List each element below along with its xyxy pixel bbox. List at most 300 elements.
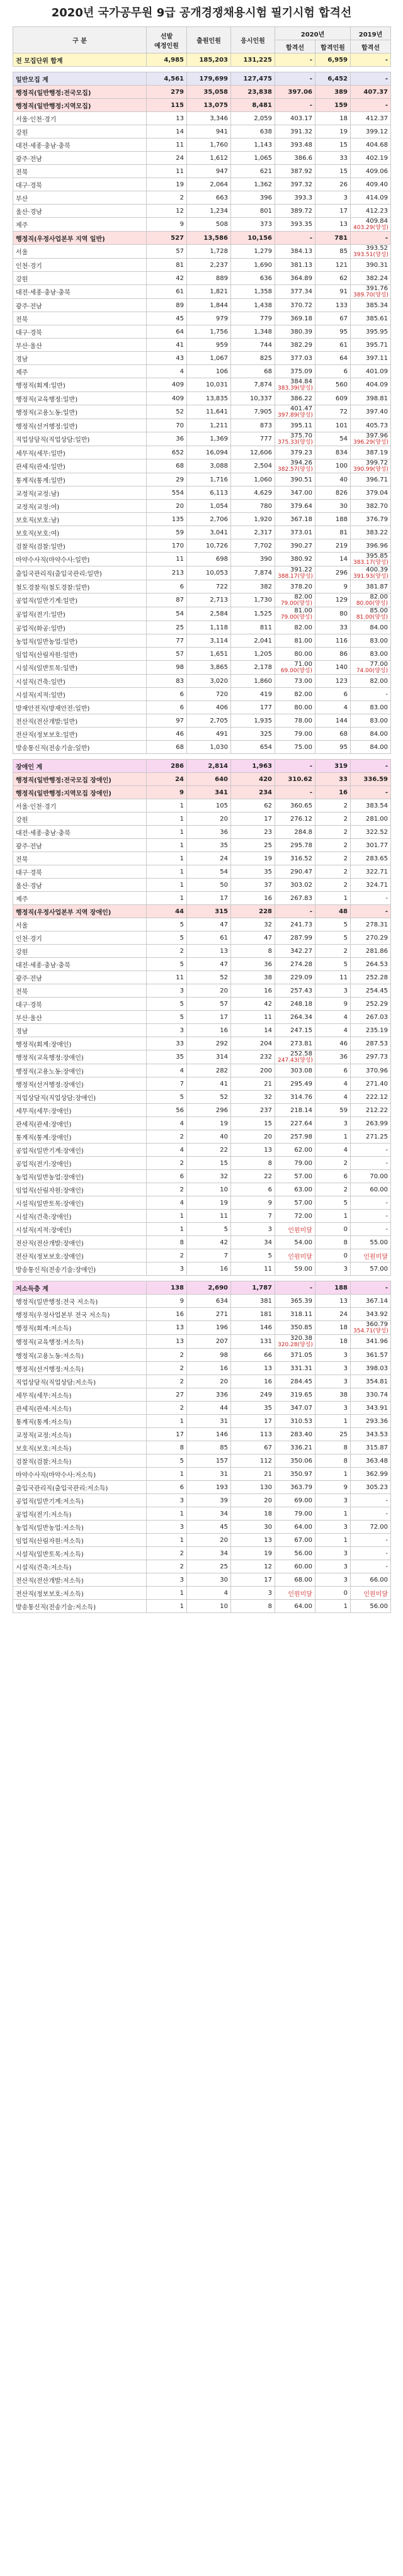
- cell-cutoff-value: 273.81: [290, 1040, 312, 1047]
- group-head-row: [13, 905, 391, 918]
- cell-prev: [351, 218, 391, 232]
- cell-prev: [351, 378, 391, 392]
- cell-passers: [315, 1388, 351, 1402]
- cell-openings: [147, 1388, 187, 1402]
- cell-applicants: [187, 553, 231, 566]
- cell-cutoff-value: 393.48: [290, 141, 312, 149]
- table-row: [13, 1064, 391, 1077]
- cell-applicants-value: 1,067: [210, 354, 228, 362]
- table-row: [13, 1521, 391, 1534]
- cell-takers: [231, 1064, 275, 1077]
- cell-applicants: [187, 1236, 231, 1249]
- cell-takers: [231, 473, 275, 487]
- table-row: [13, 539, 391, 553]
- row-name: 농업직(일반농업:저소득): [13, 1521, 147, 1534]
- cell-passers-value: 0: [343, 1252, 348, 1259]
- cell-cutoff: [275, 191, 315, 205]
- section-spacer-cell: [13, 1276, 391, 1281]
- row-name: 전북: [13, 984, 147, 998]
- cell-passers-value: 18: [339, 1338, 348, 1345]
- cell-takers-value: 1,525: [254, 610, 272, 617]
- cell-cutoff-value: -: [309, 908, 312, 915]
- cell-prev-value: 363.48: [366, 1457, 388, 1465]
- cell-takers-value: 181: [259, 1310, 272, 1318]
- cell-passers: [315, 1375, 351, 1388]
- cell-passers-value: 9: [343, 583, 348, 590]
- cell-prev: [351, 688, 391, 701]
- cell-prev: [351, 1295, 391, 1308]
- cell-passers: [315, 1249, 351, 1263]
- cell-cutoff-value: 382.29: [290, 341, 312, 349]
- table-row: [13, 419, 391, 432]
- cell-applicants: [187, 1375, 231, 1388]
- cell-prev-value: -: [385, 762, 388, 770]
- cell-applicants-value: 146: [215, 1431, 228, 1438]
- row-name: 행정직(일반행정:지역모집 장애인): [13, 786, 147, 799]
- cell-cutoff-value: 336.21: [290, 1444, 312, 1451]
- cell-cutoff-value: 310.62: [288, 775, 312, 783]
- cell-applicants: [187, 539, 231, 553]
- cell-takers-value: 2,504: [254, 463, 272, 470]
- cell-prev-value: 370.96: [366, 1067, 388, 1074]
- cell-takers: [231, 892, 275, 905]
- cell-cutoff: [275, 826, 315, 839]
- cell-passers: [315, 1295, 351, 1308]
- cell-prev: [351, 1077, 391, 1091]
- cell-openings: [147, 205, 187, 218]
- cell-cutoff-value: 303.08: [290, 1067, 312, 1074]
- cell-applicants: [187, 513, 231, 526]
- cell-openings: [147, 918, 187, 931]
- row-name: 서울·인천·경기: [13, 112, 147, 125]
- cell-applicants: [187, 931, 231, 945]
- cell-applicants: [187, 152, 231, 165]
- cell-prev: [351, 1547, 391, 1560]
- row-name: 직업상담직(직업상담:장애인): [13, 1091, 147, 1104]
- cell-takers: [231, 945, 275, 958]
- row-name: 교정직(교정:저소득): [13, 1428, 147, 1441]
- cell-passers-value: 6: [343, 690, 348, 698]
- cell-passers: [315, 86, 351, 99]
- cell-openings-value: 5: [179, 1457, 184, 1465]
- cell-cutoff-value: 284.45: [290, 1378, 312, 1385]
- cell-applicants-value: 2,064: [210, 181, 228, 188]
- cell-takers: [231, 984, 275, 998]
- cell-passers-value: 40: [339, 476, 348, 483]
- cell-prev: [351, 580, 391, 593]
- cell-applicants-value: 1,118: [210, 624, 228, 631]
- cell-cutoff-value: 316.52: [290, 855, 312, 862]
- cell-takers: [231, 1210, 275, 1223]
- cell-takers: [231, 1037, 275, 1050]
- cell-passers: [315, 178, 351, 191]
- cell-takers-value: 1,787: [252, 1284, 272, 1291]
- cell-cutoff-value: 393.3: [294, 194, 312, 201]
- cell-prev-value: -: [385, 908, 388, 915]
- cutoff-table: [13, 26, 391, 1613]
- cell-takers-value: 382: [259, 583, 272, 590]
- cell-openings: [147, 539, 187, 553]
- cell-applicants-value: 39: [220, 1497, 228, 1504]
- cell-cutoff: [275, 1223, 315, 1236]
- cell-takers-value: 146: [259, 1324, 272, 1331]
- table-row: [13, 1573, 391, 1587]
- cell-openings-value: 1: [179, 815, 184, 823]
- cell-passers: [315, 513, 351, 526]
- cell-openings: [147, 1335, 187, 1349]
- cell-openings-value: 1: [179, 1602, 184, 1610]
- table-row: [13, 1183, 391, 1196]
- cell-applicants: [187, 1349, 231, 1362]
- cell-prev-value: 381.87: [366, 583, 388, 590]
- cell-openings-value: 35: [176, 1054, 184, 1060]
- cell-applicants: [187, 1037, 231, 1050]
- row-name: 직업상담직(직업상담:일반): [13, 432, 147, 446]
- cell-cutoff: [275, 99, 315, 112]
- cell-prev: [351, 1402, 391, 1415]
- header-cutoff-2019: 합격선: [351, 40, 391, 53]
- cell-passers: [315, 1441, 351, 1454]
- cell-applicants: [187, 1481, 231, 1494]
- section-spacer-cell: [13, 67, 391, 72]
- cell-passers-value: 219: [335, 542, 348, 549]
- cell-takers: [231, 958, 275, 971]
- row-name: 일반모집 계: [13, 72, 147, 86]
- table-row: [13, 1349, 391, 1362]
- cell-applicants-value: 45: [220, 1523, 228, 1531]
- cell-passers-value: 95: [339, 743, 348, 751]
- cell-takers: [231, 365, 275, 378]
- cell-prev-value: 376.79: [366, 515, 388, 523]
- cell-cutoff: [275, 405, 315, 419]
- group-head-row: [13, 99, 391, 112]
- cell-openings-value: 5: [179, 934, 184, 942]
- table-row: [13, 473, 391, 487]
- table-row: [13, 272, 391, 285]
- cell-cutoff-value: 373.01: [290, 529, 312, 536]
- cell-passers-value: 38: [339, 1391, 348, 1398]
- table-row: [13, 446, 391, 459]
- cell-cutoff-value: 73.00: [294, 677, 312, 685]
- table-row: [13, 634, 391, 648]
- cell-applicants: [187, 99, 231, 112]
- row-name: 공업직(일반기계:일반): [13, 593, 147, 607]
- table-row: [13, 688, 391, 701]
- cell-openings: [147, 1236, 187, 1249]
- cell-applicants: [187, 112, 231, 125]
- cell-prev: [351, 191, 391, 205]
- cell-prev: [351, 760, 391, 773]
- cell-cutoff-value: -: [309, 762, 312, 770]
- cell-passers-value: 144: [335, 717, 348, 724]
- row-name: 공업직(전기:장애인): [13, 1157, 147, 1170]
- cell-cutoff-value: 360.65: [290, 802, 312, 809]
- cell-prev: [351, 728, 391, 741]
- cell-passers-value: 6: [343, 1067, 348, 1074]
- cell-cutoff: [275, 1144, 315, 1157]
- cell-prev-value: 70.00: [370, 1173, 388, 1180]
- cell-takers: [231, 1263, 275, 1276]
- cell-cutoff-value: 287.99: [290, 934, 312, 942]
- cell-passers: [315, 813, 351, 826]
- cell-openings: [147, 1308, 187, 1321]
- cell-prev: [351, 1183, 391, 1196]
- row-name: 제주: [13, 365, 147, 378]
- cell-openings: [147, 688, 187, 701]
- cell-passers-value: 4: [343, 1013, 348, 1021]
- cell-cutoff: [275, 865, 315, 879]
- cell-prev-value: 341.96: [366, 1338, 388, 1345]
- cell-cutoff: [275, 232, 315, 245]
- table-row: [13, 1295, 391, 1308]
- row-name: 전북: [13, 165, 147, 178]
- cell-passers: [315, 566, 351, 580]
- cell-takers: [231, 152, 275, 165]
- cell-passers: [315, 931, 351, 945]
- cell-prev: [351, 892, 391, 905]
- cell-takers-value: 15: [264, 1120, 272, 1127]
- cell-applicants: [187, 1321, 231, 1335]
- cell-cutoff: [275, 1281, 315, 1295]
- cell-cutoff: [275, 539, 315, 553]
- cell-takers-value: 7,874: [254, 381, 272, 388]
- cell-passers-value: 36: [339, 1054, 348, 1060]
- row-name: 출입국관리직(출입국관리:일반): [13, 566, 147, 580]
- cell-prev-note: 81.00(양성): [356, 614, 388, 621]
- cell-cutoff: [275, 813, 315, 826]
- cell-passers: [315, 648, 351, 661]
- cell-takers-value: 636: [259, 274, 272, 282]
- cell-passers-value: 81: [339, 529, 348, 536]
- cell-applicants: [187, 634, 231, 648]
- cell-openings-value: 4: [179, 1199, 184, 1206]
- section-spacer: [13, 1276, 391, 1281]
- cell-takers-value: 2,317: [254, 529, 272, 536]
- cell-takers-value: 420: [259, 775, 272, 783]
- cell-takers-value: 32: [264, 921, 272, 928]
- cell-prev: [351, 1281, 391, 1295]
- cell-prev: [351, 500, 391, 513]
- cell-cutoff-value: 인원미달: [288, 1590, 312, 1598]
- cell-passers-value: 100: [335, 463, 348, 470]
- table-row: [13, 826, 391, 839]
- cell-takers-value: 1,860: [254, 677, 272, 685]
- row-name: 보호직(보호:여): [13, 526, 147, 539]
- header-takers: 응시인원: [231, 27, 275, 53]
- table-row: [13, 813, 391, 826]
- table-header: [13, 27, 391, 53]
- cell-openings: [147, 1362, 187, 1375]
- cell-takers-value: 373: [259, 221, 272, 228]
- cell-prev-value: 278.31: [366, 921, 388, 928]
- cell-passers-value: 4: [343, 704, 348, 711]
- cell-passers-value: 3: [343, 194, 348, 201]
- cell-applicants-value: 3,041: [210, 529, 228, 536]
- cell-prev-value: 391.76: [366, 285, 388, 292]
- cell-prev-value: 297.73: [366, 1054, 388, 1060]
- cell-applicants: [187, 799, 231, 813]
- cell-passers: [315, 446, 351, 459]
- cell-cutoff: [275, 459, 315, 473]
- cell-passers-value: 129: [335, 597, 348, 604]
- cell-prev-value: -: [385, 894, 388, 902]
- table-row: [13, 513, 391, 526]
- cell-cutoff-value: 318.11: [290, 1310, 312, 1318]
- cell-cutoff-value: 252.58: [290, 1050, 312, 1057]
- cell-takers: [231, 1321, 275, 1335]
- cell-applicants: [187, 1223, 231, 1236]
- cell-applicants-value: 1,211: [210, 422, 228, 429]
- cell-cutoff-value: 82.00: [294, 624, 312, 631]
- row-name: 전산직(전산개발:저소득): [13, 1573, 147, 1587]
- cell-prev-value: 281.86: [366, 947, 388, 955]
- cell-openings: [147, 259, 187, 272]
- cell-passers-value: 6: [343, 368, 348, 375]
- row-name: 대전·세종·충남·충북: [13, 958, 147, 971]
- row-name: 행정직(일반행정:지역모집): [13, 99, 147, 112]
- cell-openings-value: 20: [176, 502, 184, 510]
- cell-applicants-value: 15: [220, 1159, 228, 1167]
- cell-cutoff-value: 229.09: [290, 974, 312, 981]
- cell-prev-value: -: [385, 1550, 388, 1557]
- cell-applicants-value: 959: [215, 341, 228, 349]
- cell-cutoff-value: 227.64: [290, 1120, 312, 1127]
- row-name: 행정직(교육행정:일반): [13, 392, 147, 405]
- cell-prev: [351, 1196, 391, 1210]
- cell-passers: [315, 1587, 351, 1600]
- cell-applicants: [187, 1011, 231, 1024]
- cell-passers: [315, 112, 351, 125]
- cell-applicants-value: 13: [220, 947, 228, 955]
- cell-applicants-value: 947: [215, 167, 228, 175]
- cell-takers: [231, 1308, 275, 1321]
- cell-cutoff-value: 인원미달: [288, 1227, 312, 1234]
- cell-passers: [315, 99, 351, 112]
- cell-applicants: [187, 1183, 231, 1196]
- cell-prev: [351, 1037, 391, 1050]
- cell-openings: [147, 1441, 187, 1454]
- cell-cutoff-value: 257.98: [290, 1133, 312, 1140]
- cell-passers: [315, 500, 351, 513]
- cell-openings: [147, 1249, 187, 1263]
- cell-cutoff: [275, 1236, 315, 1249]
- cell-prev: [351, 1104, 391, 1117]
- cell-cutoff-value: 395.11: [290, 422, 312, 429]
- cell-passers: [315, 786, 351, 799]
- cell-takers-value: 13: [264, 1536, 272, 1544]
- cell-applicants-value: 10,053: [206, 570, 228, 577]
- cell-openings-value: 213: [171, 570, 184, 577]
- cell-cutoff-note: 79.00(양성): [280, 614, 312, 621]
- cell-prev: [351, 1130, 391, 1144]
- cell-applicants: [187, 1064, 231, 1077]
- cell-applicants-value: 47: [220, 921, 228, 928]
- cell-passers-value: 18: [339, 1324, 348, 1331]
- cell-passers: [315, 1507, 351, 1521]
- cell-prev-note: 403.29(양성): [353, 225, 389, 231]
- cell-cutoff-value: 386.22: [290, 395, 312, 402]
- cell-passers-value: 86: [339, 650, 348, 658]
- cell-prev: [351, 178, 391, 191]
- cell-takers-value: 18: [264, 1510, 272, 1517]
- cell-applicants-value: 634: [215, 1297, 228, 1305]
- row-name: 전북: [13, 312, 147, 325]
- cell-openings-value: 5: [179, 1013, 184, 1021]
- cell-applicants: [187, 285, 231, 299]
- cell-applicants: [187, 446, 231, 459]
- cell-openings: [147, 1210, 187, 1223]
- cell-applicants: [187, 1024, 231, 1037]
- cell-applicants-value: 42: [220, 1239, 228, 1246]
- cell-takers: [231, 1587, 275, 1600]
- row-name: 광주·전남: [13, 152, 147, 165]
- row-name: 대구·경북: [13, 865, 147, 879]
- cell-takers: [231, 165, 275, 178]
- cell-takers-value: 204: [259, 1040, 272, 1047]
- cell-takers: [231, 1295, 275, 1308]
- cell-takers-value: 744: [259, 341, 272, 349]
- cell-openings: [147, 760, 187, 773]
- cell-openings-value: 527: [171, 234, 184, 242]
- cell-cutoff: [275, 1077, 315, 1091]
- cell-openings-value: 9: [179, 221, 184, 228]
- cell-openings-value: 1: [179, 1510, 184, 1517]
- cell-cutoff: [275, 1428, 315, 1441]
- row-name: 공업직(전기:저소득): [13, 1507, 147, 1521]
- cell-applicants-value: 10: [220, 1602, 228, 1610]
- cell-applicants-value: 105: [215, 802, 228, 809]
- cell-takers: [231, 688, 275, 701]
- cell-openings: [147, 218, 187, 232]
- cell-prev: [351, 446, 391, 459]
- cell-passers-value: 95: [339, 328, 348, 335]
- row-name: 방송통신직(전송기술:장애인): [13, 1263, 147, 1276]
- cell-takers-value: 47: [264, 934, 272, 942]
- cell-applicants-value: 13,835: [206, 395, 228, 402]
- row-name: 시설직(일반토목:저소득): [13, 1547, 147, 1560]
- cell-takers: [231, 339, 275, 352]
- table-row: [13, 1024, 391, 1037]
- cell-prev-value: 396.96: [366, 542, 388, 549]
- cell-cutoff: [275, 432, 315, 446]
- cell-cutoff-value: 379.23: [290, 449, 312, 456]
- table-row: [13, 593, 391, 607]
- cell-cutoff: [275, 1196, 315, 1210]
- cell-applicants: [187, 325, 231, 339]
- cell-takers: [231, 773, 275, 786]
- cell-passers-value: 116: [335, 637, 348, 644]
- cell-cutoff: [275, 352, 315, 365]
- cell-prev: [351, 392, 391, 405]
- cell-applicants: [187, 1281, 231, 1295]
- cell-takers-value: 654: [259, 743, 272, 751]
- cell-applicants-value: 663: [215, 194, 228, 201]
- row-name: 광주·전남: [13, 839, 147, 852]
- table-row: [13, 1117, 391, 1130]
- cell-cutoff-note: 383.39(양성): [278, 385, 313, 391]
- cell-applicants-value: 35: [220, 841, 228, 849]
- cell-openings-value: 2: [179, 1563, 184, 1570]
- cell-prev: [351, 1144, 391, 1157]
- cell-openings: [147, 392, 187, 405]
- cell-applicants-value: 52: [220, 1093, 228, 1101]
- row-name: 마약수사직(마약수사:일반): [13, 553, 147, 566]
- cell-passers-value: 5: [343, 921, 348, 928]
- cell-takers: [231, 918, 275, 931]
- cell-prev: [351, 419, 391, 432]
- cell-applicants-value: 3,865: [210, 664, 228, 671]
- cell-prev: [351, 1091, 391, 1104]
